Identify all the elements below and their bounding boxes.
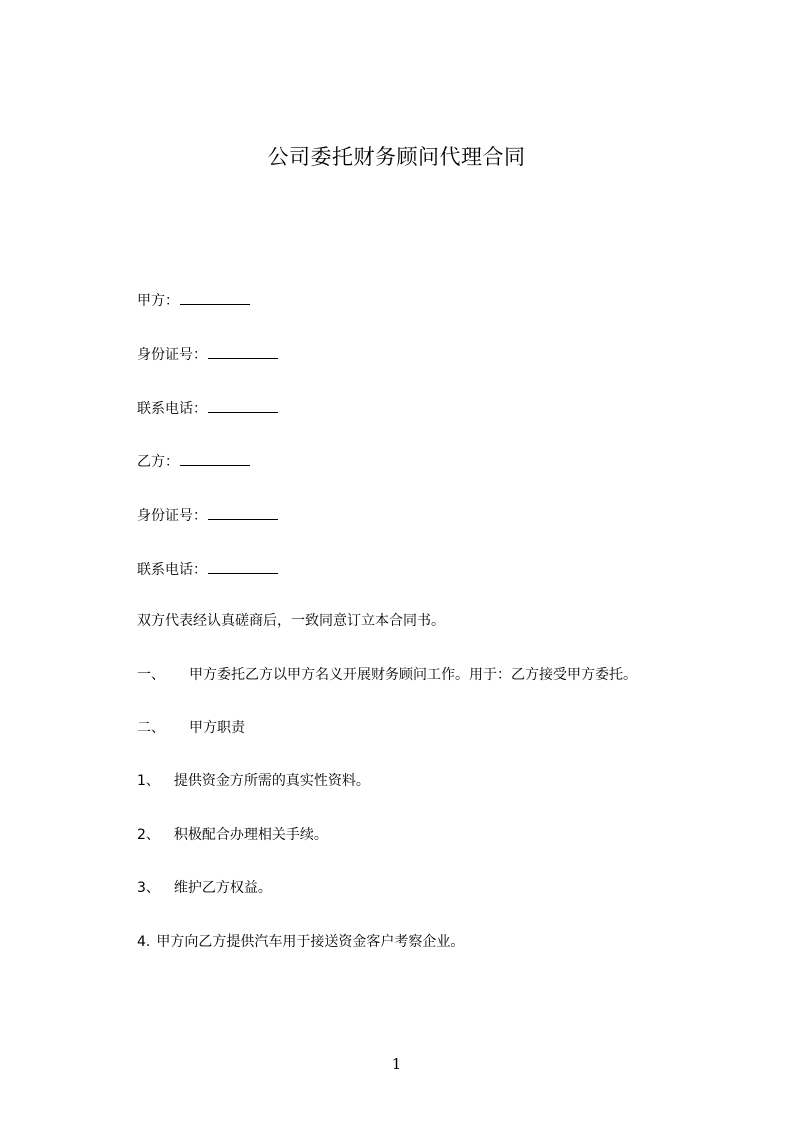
party-a-id-label: 身份证号： — [137, 347, 207, 363]
clause-1 — [137, 665, 637, 685]
party-b-field — [137, 452, 250, 472]
party-a-id-field — [137, 345, 278, 365]
party-b-id-field — [137, 506, 278, 526]
party-b-blank — [180, 452, 250, 466]
party-a-phone-blank — [208, 399, 278, 413]
duty-item-3 — [137, 878, 272, 898]
party-a-phone-label: 联系电话： — [137, 401, 207, 417]
intro-paragraph: 双方代表经认真磋商后，一致同意订立本合同书。 — [137, 613, 445, 629]
party-b-id-blank — [208, 506, 278, 520]
party-b-label: 乙方： — [137, 454, 179, 470]
duty-4-text: 甲方向乙方提供汽车用于接送资金客户考察企业。 — [156, 934, 465, 950]
duty-3-text: 维护乙方权益。 — [173, 880, 272, 896]
duty-4-number: 4. — [137, 934, 151, 950]
party-b-id-label: 身份证号： — [137, 508, 207, 524]
party-b-phone-field — [137, 560, 278, 580]
party-a-blank — [180, 291, 250, 305]
party-a-phone-field — [137, 399, 278, 419]
duty-2-number: 2、 — [137, 827, 160, 843]
party-a-field — [137, 291, 250, 311]
duty-item-2 — [137, 825, 328, 845]
clause-1-number: 一、 — [137, 667, 165, 683]
duty-2-text: 积极配合办理相关手续。 — [173, 827, 328, 843]
party-a-id-blank — [208, 345, 278, 359]
clause-2 — [137, 718, 245, 738]
duty-3-number: 3、 — [137, 880, 160, 896]
document-title: 公司委托财务顾问代理合同 — [267, 145, 526, 169]
party-b-phone-label: 联系电话： — [137, 562, 207, 578]
duty-item-1 — [137, 771, 370, 791]
party-b-phone-blank — [208, 560, 278, 574]
clause-2-number: 二、 — [137, 720, 165, 736]
duty-item-4 — [137, 932, 464, 952]
clause-1-text: 甲方委托乙方以甲方名义开展财务顾问工作。用于：乙方接受甲方委托。 — [189, 667, 637, 683]
duty-1-number: 1、 — [137, 773, 160, 789]
duty-1-text: 提供资金方所需的真实性资料。 — [173, 773, 370, 789]
clause-2-text: 甲方职责 — [189, 720, 245, 736]
party-a-label: 甲方： — [137, 293, 179, 309]
page-number: 1 — [391, 1055, 402, 1073]
